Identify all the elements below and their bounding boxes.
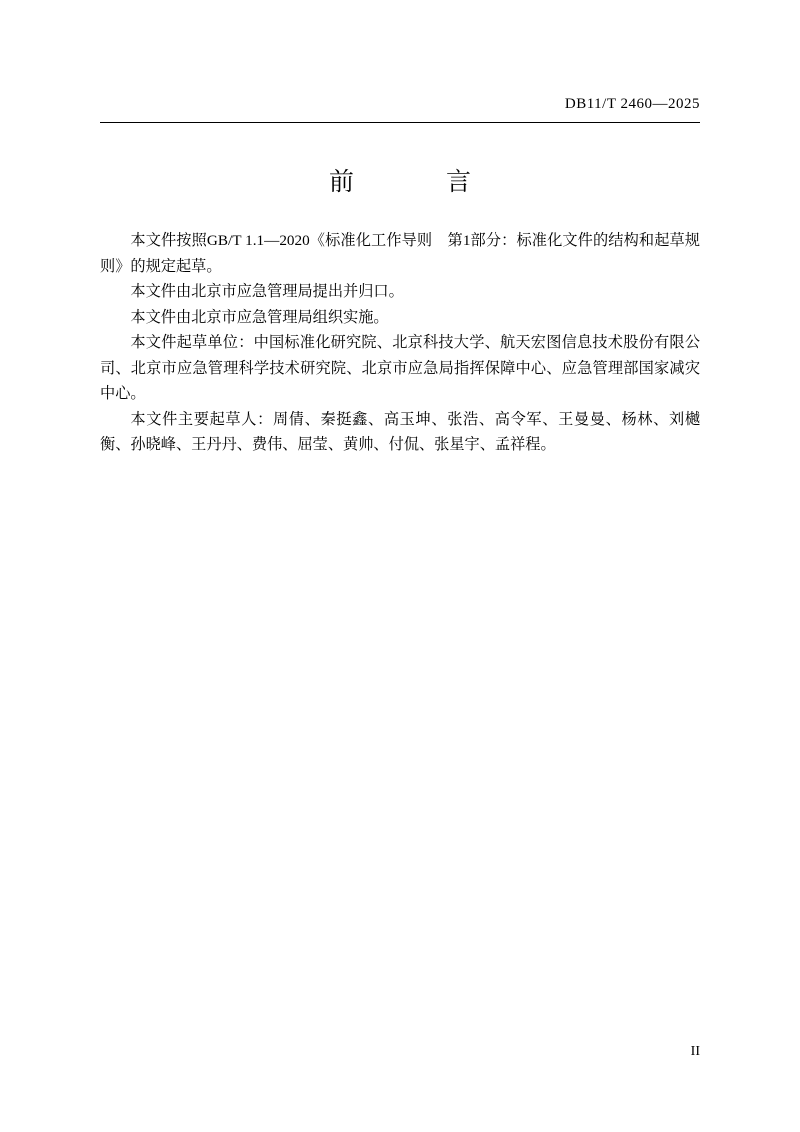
paragraph: 本文件主要起草人：周倩、秦挺鑫、高玉坤、张浩、高令军、王曼曼、杨林、刘樾衡、孙晓峰、王丹丹、费伟、屈莹、黄帅、付侃、张星宇、孟祥程。: [100, 410, 700, 453]
paragraph: 本文件起草单位：中国标准化研究院、北京科技大学、航天宏图信息技术股份有限公司、北京市应急管理科学技术研究院、北京市应急局指挥保障中心、应急管理部国家减灾中心。: [100, 334, 700, 402]
paragraph: 本文件由北京市应急管理局组织实施。: [130, 308, 389, 326]
standard-number-header: DB11/T 2460—2025: [564, 96, 700, 112]
foreword-body: [100, 228, 700, 458]
paragraph: 本文件由北京市应急管理局提出并归口。: [130, 283, 404, 300]
page-title: 前 言: [328, 169, 485, 196]
paragraph: 本文件按照GB/T 1.1—2020《标准化工作导则 第1部分：标准化文件的结构和起草规则》的规定起草。: [100, 232, 700, 275]
page-number: II: [690, 1044, 700, 1059]
header-divider: [100, 122, 700, 123]
